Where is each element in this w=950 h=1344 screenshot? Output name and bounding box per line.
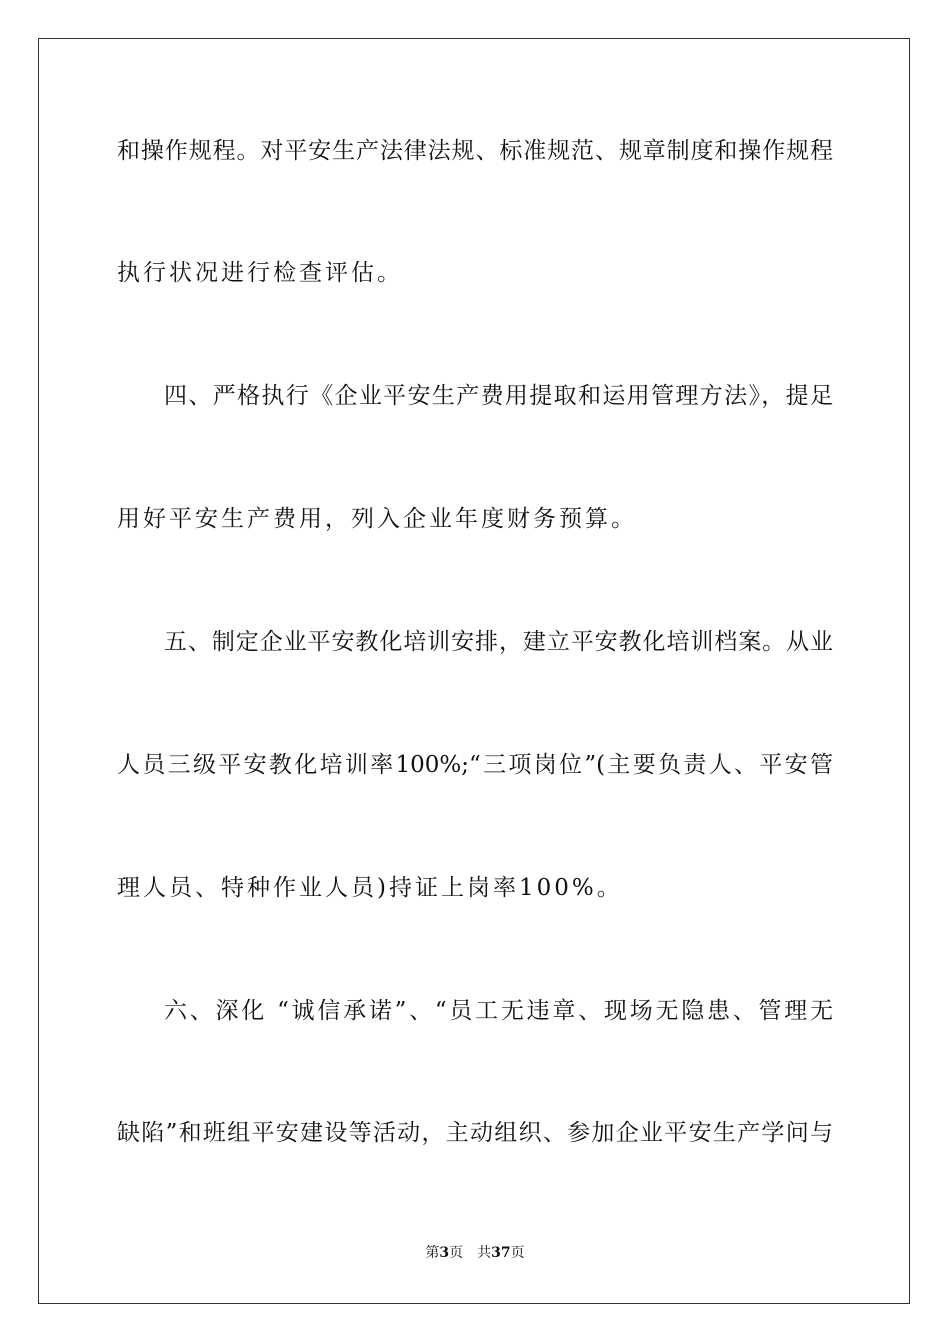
text-line-6: 人员三级平安教化培训率100%;“三项岗位”(主要负责人、平安管 [117, 752, 833, 778]
text-line-2: 执行状况进行检查评估。 [117, 260, 403, 286]
text-line-7: 理人员、特种作业人员)持证上岗率100%。 [117, 875, 623, 901]
text-line-5: 五、制定企业平安教化培训安排，建立平安教化培训档案。从业 [164, 629, 833, 655]
total-suffix: 页 [510, 1245, 525, 1261]
page-number: 3 [439, 1245, 450, 1261]
page-footer [0, 1244, 950, 1262]
text-line-3: 四、严格执行《企业平安生产费用提取和运用管理方法》，提足 [164, 383, 833, 409]
page-frame [38, 38, 910, 1304]
text-line-4: 用好平安生产费用，列入企业年度财务预算。 [117, 506, 637, 532]
page-prefix: 第 [425, 1245, 440, 1261]
text-line-9: 缺陷”和班组平安建设等活动，主动组织、参加企业平安生产学问与 [117, 1120, 833, 1146]
total-pages: 37 [491, 1245, 511, 1261]
total-prefix: 共 [477, 1245, 492, 1261]
page-suffix: 页 [449, 1245, 464, 1261]
text-line-1: 和操作规程。对平安生产法律法规、标准规范、规章制度和操作规程 [117, 138, 833, 164]
text-line-8: 六、深化 “诚信承诺”、“员工无违章、现场无隐患、管理无 [164, 998, 833, 1024]
